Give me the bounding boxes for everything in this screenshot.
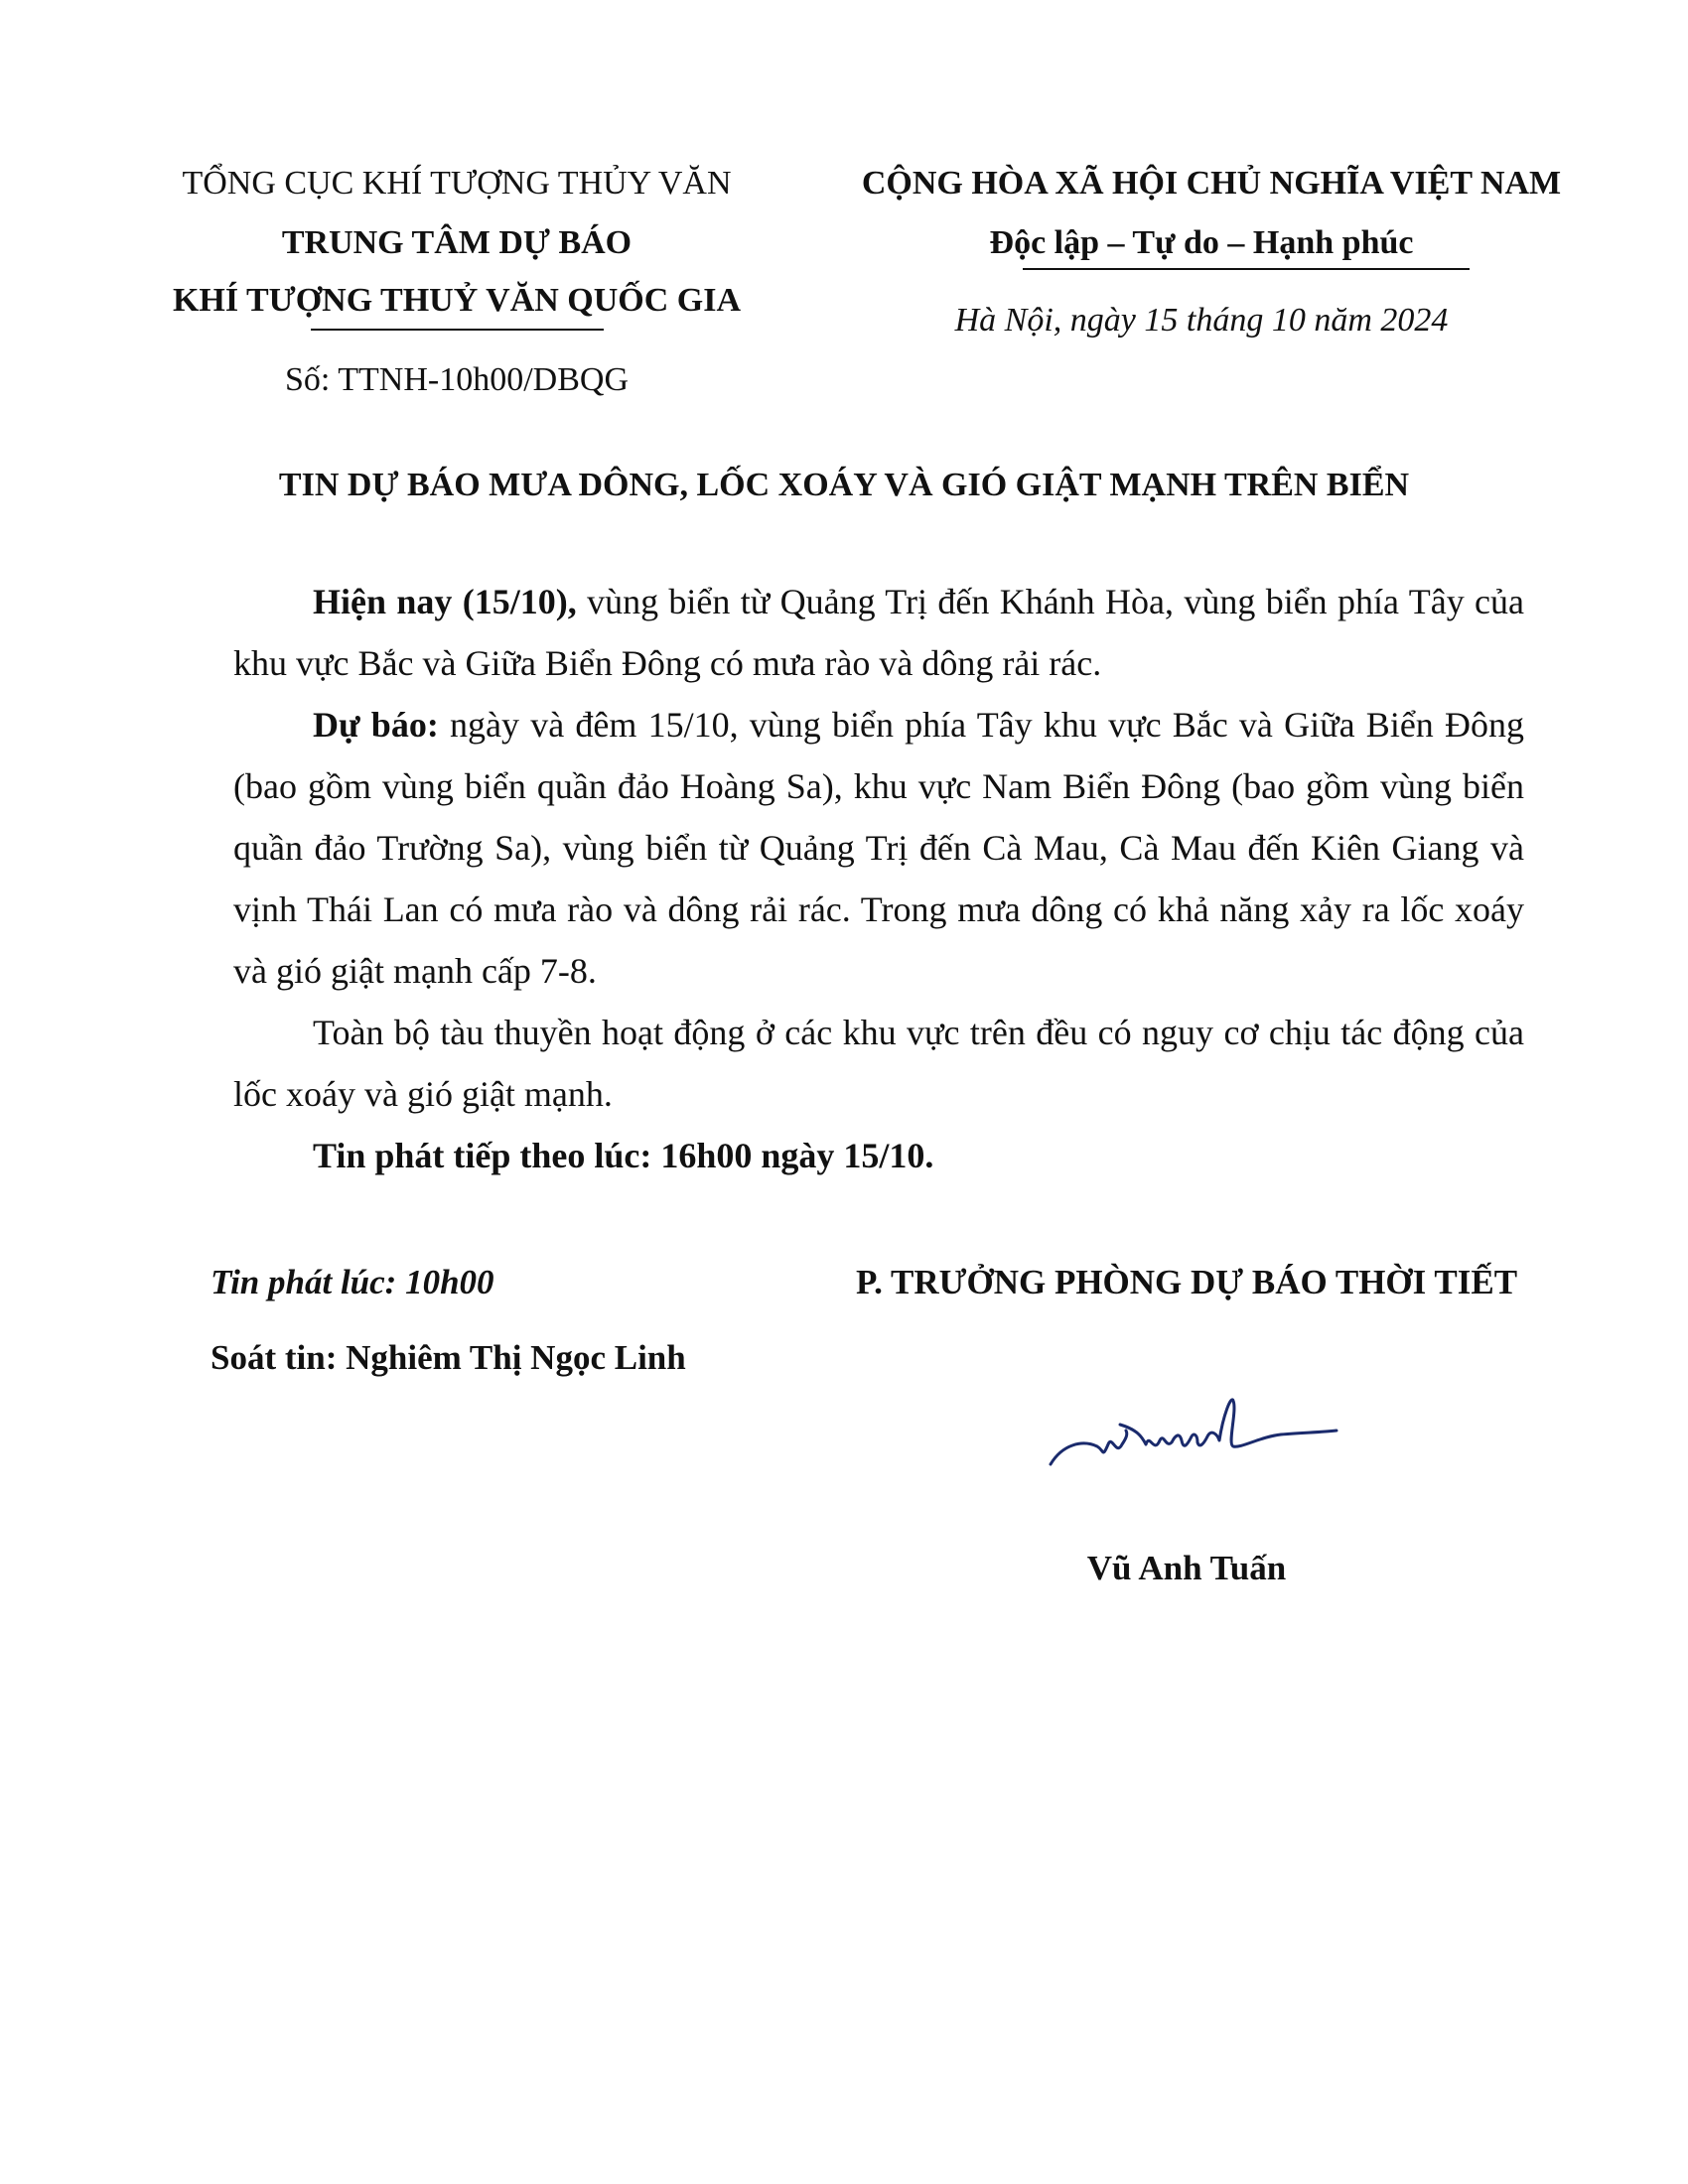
signer-title: P. TRƯỞNG PHÒNG DỰ BÁO THỜI TIẾT — [855, 1263, 1518, 1301]
paragraph-current — [233, 571, 1524, 694]
next-issue-text: Tin phát tiếp theo lúc: 16h00 ngày 15/10. — [313, 1136, 934, 1175]
forecast-text: ngày và đêm 15/10, vùng biển phía Tây khu vực Bắc và Giữa Biển Đông (bao gồm vùng biển quần đảo Hoàng Sa), khu vực Nam Biển Đông (bao gồm vùng biển quần đảo Trường Sa), vùng biển từ Quảng Trị đến Cà Mau, Cà Mau đến Kiên Giang và vịnh Thái Lan có mưa rào và dông rải rác. Trong mưa dông có khả năng xảy ra lốc xoáy và gió giật mạnh cấp 7-8. — [233, 705, 1524, 991]
country-name: CỘNG HÒA XÃ HỘI CHỦ NGHĨA VIỆT NAM — [861, 165, 1562, 202]
document-number: Số: TTNH-10h00/DBQG — [285, 361, 629, 398]
paragraph-next-issue — [233, 1125, 1524, 1186]
reviewed-by: Soát tin: Nghiêm Thị Ngọc Linh — [211, 1338, 686, 1377]
current-text: vùng biển từ Quảng Trị đến Khánh Hòa, vùng biển phía Tây của khu vực Bắc và Giữa Biển Đông có mưa rào và dông rải rác. — [233, 582, 1524, 683]
center-name-line1: TRUNG TÂM DỰ BÁO — [281, 224, 633, 261]
current-lead: Hiện nay (15/10), — [313, 582, 577, 621]
signer-name: Vũ Anh Tuấn — [1086, 1549, 1287, 1587]
issued-at: Tin phát lúc: 10h00 — [211, 1263, 494, 1301]
header-left-underline — [311, 329, 604, 331]
header-right-underline — [1023, 268, 1470, 270]
national-motto: Độc lập – Tự do – Hạnh phúc — [989, 224, 1414, 261]
document-body — [233, 571, 1524, 1186]
handwritten-signature — [1043, 1385, 1340, 1494]
document-title: TIN DỰ BÁO MƯA DÔNG, LỐC XOÁY VÀ GIÓ GIẬT MẠNH TRÊN BIỂN — [278, 467, 1410, 503]
forecast-lead: Dự báo: — [313, 705, 439, 745]
paragraph-forecast — [233, 694, 1524, 1002]
center-name-line2: KHÍ TƯỢNG THUỶ VĂN QUỐC GIA — [172, 282, 742, 319]
paragraph-warning — [233, 1002, 1524, 1125]
place-and-date: Hà Nội, ngày 15 tháng 10 năm 2024 — [954, 302, 1449, 339]
signature-stroke — [1051, 1400, 1336, 1464]
warning-text: Toàn bộ tàu thuyền hoạt động ở các khu vực trên đều có nguy cơ chịu tác động của lốc xoáy và gió giật mạnh. — [233, 1013, 1524, 1114]
agency-name: TỔNG CỤC KHÍ TƯỢNG THỦY VĂN — [182, 165, 732, 202]
